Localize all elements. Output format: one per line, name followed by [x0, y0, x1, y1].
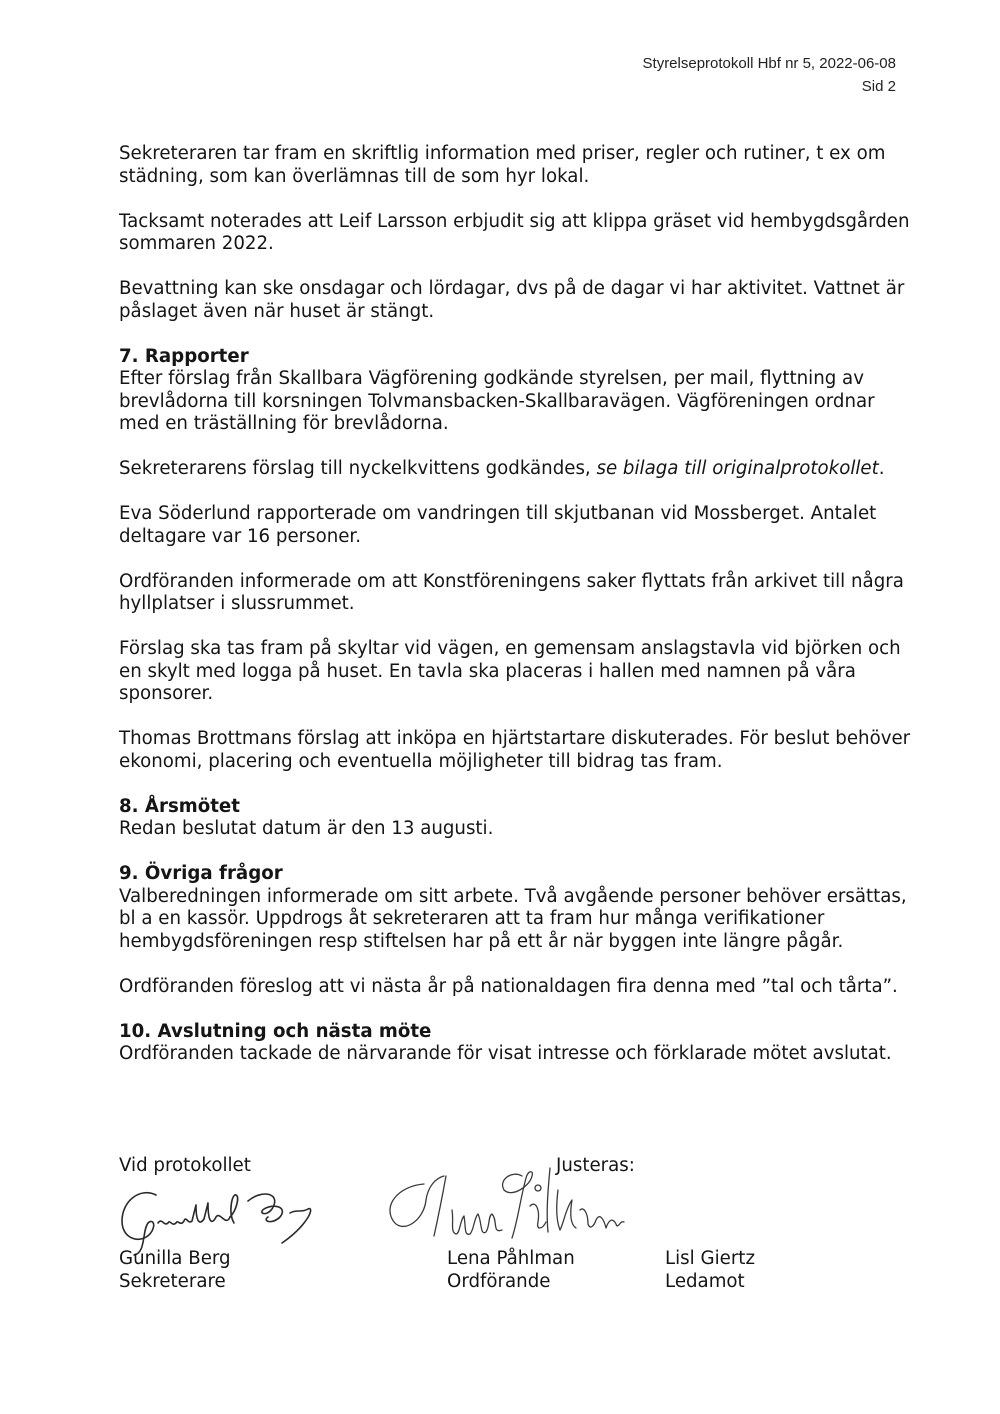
paragraph: Eva Söderlund rapporterade om vandringen till skjutbanan vid Mossberget. Antalet deltagare var 16 personer. [119, 503, 877, 547]
attachment-reference: se bilaga till originalprotokollet [596, 458, 879, 479]
member-role: Ledamot [665, 1270, 745, 1292]
paragraph: Ordföranden informerade om att Konstföreningens saker flyttats från arkivet till några hyllplatser i slussrummet. [119, 570, 904, 614]
paragraph: Sekreteraren tar fram en skriftlig information med priser, regler och rutiner, t ex om städning, som kan överlämnas till de som hyr lokal. [119, 143, 886, 187]
chair-name: Lena Påhlman [447, 1248, 575, 1269]
section-avslutning [119, 1021, 919, 1066]
section-heading: 10. Avslutning och nästa möte [119, 1020, 432, 1042]
page-header [643, 52, 896, 98]
paragraph: Redan beslutat datum är den 13 augusti. [119, 818, 494, 839]
section-heading: 9. Övriga frågor [119, 863, 283, 884]
paragraph-text: Sekreterarens förslag till nyckelkvittens godkändes, [119, 458, 597, 479]
section-arsmotet [119, 796, 919, 841]
member-block [665, 1248, 755, 1293]
paragraph-end: . [878, 458, 885, 479]
secretary-block [119, 1248, 231, 1293]
page-number: Sid 2 [861, 78, 896, 95]
paragraph: Bevattning kan ske onsdagar och lördagar, dvs på de dagar vi har aktivitet. Vattnet är påslaget även när huset är stängt. [119, 278, 905, 322]
secretary-name: Gunilla Berg [119, 1248, 231, 1269]
justeras-label: Justeras: [556, 1155, 635, 1176]
section-heading: 7. Rapporter [119, 345, 249, 367]
paragraph: Tacksamt noterades att Leif Larsson erbjudit sig att klippa gräset vid hembygdsgården sommaren 2022. [119, 210, 910, 254]
vid-protokollet-label: Vid protokollet [119, 1155, 251, 1176]
section-ovriga-fragor [119, 863, 919, 998]
paragraph: Ordföranden tackade de närvarande för visat intresse och förklarade mötet avslutat. [119, 1043, 892, 1064]
document-body [119, 143, 919, 1088]
paragraph: Efter förslag från Skallbara Vägförening godkände styrelsen, per mail, flyttning av brevlådorna till korsningen Tolvmansbacken-Skallbaravägen. Vägföreningen ordnar med en träställning för brevlådorna. [119, 368, 875, 434]
chair-role: Ordförande [447, 1270, 551, 1292]
chair-signature [380, 1150, 640, 1250]
secretary-role: Sekreterare [119, 1270, 226, 1292]
paragraph: Förslag ska tas fram på skyltar vid vägen, en gemensam anslagstavla vid björken och en skylt med logga på huset. En tavla ska placeras i hallen med namnen på våra sponsorer. [119, 638, 901, 704]
paragraph: Thomas Brottmans förslag att inköpa en hjärtstartare diskuterades. För beslut behöver ekonomi, placering och eventuella möjligheter till bidrag tas fram. [119, 728, 911, 772]
paragraph: Valberedningen informerade om sitt arbete. Två avgående personer behöver ersättas, bl a en kassör. Uppdrogs åt sekreteraren att ta fram hur många verifikationer hembygdsföreningen resp stiftelsen har på ett år när byggen inte längre pågår. [119, 885, 907, 952]
paragraph [119, 458, 919, 481]
secretary-signature [112, 1183, 322, 1258]
section-heading: 8. Årsmötet [119, 795, 240, 817]
member-name: Lisl Giertz [665, 1248, 755, 1269]
chair-block [447, 1248, 575, 1293]
protocol-reference: Styrelseprotokoll Hbf nr 5, 2022-06-08 [642, 55, 896, 72]
paragraph: Ordföranden föreslog att vi nästa år på nationaldagen fira denna med ”tal och tårta”. [119, 975, 898, 997]
section-rapporter [119, 346, 919, 774]
